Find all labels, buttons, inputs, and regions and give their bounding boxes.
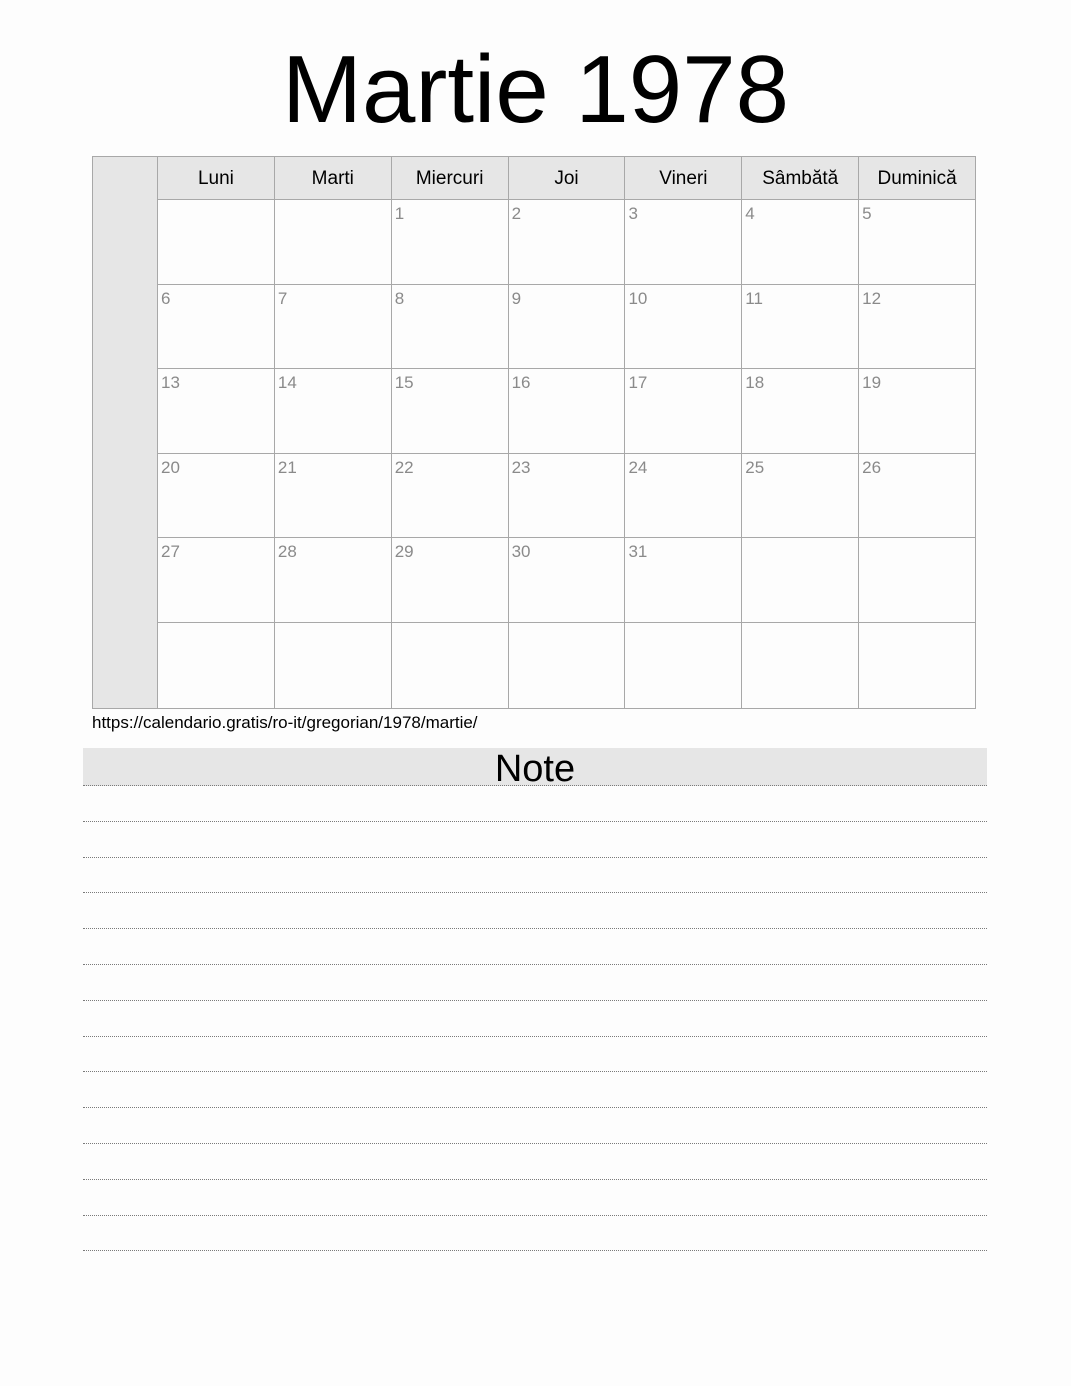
day-cell: 7 bbox=[275, 285, 392, 369]
day-cell: 18 bbox=[742, 369, 859, 453]
note-line bbox=[83, 822, 987, 858]
note-line bbox=[83, 1001, 987, 1037]
note-line bbox=[83, 1037, 987, 1073]
day-cell: 13 bbox=[158, 369, 275, 453]
day-cell: 17 bbox=[625, 369, 742, 453]
day-cell: 4 bbox=[742, 200, 859, 284]
weekday-header: Joi bbox=[509, 157, 626, 199]
note-lines bbox=[83, 786, 987, 1251]
day-cell: 26 bbox=[862, 457, 882, 477]
note-line bbox=[83, 965, 987, 1001]
day-cell: 22 bbox=[392, 454, 509, 538]
day-cell bbox=[859, 623, 975, 708]
note-line bbox=[83, 893, 987, 929]
day-cell: 2 bbox=[509, 200, 626, 284]
notes-section bbox=[83, 748, 987, 1251]
calendar-body bbox=[158, 157, 975, 708]
day-cell: 11 bbox=[742, 285, 859, 369]
note-line bbox=[83, 858, 987, 894]
day-cell: 9 bbox=[509, 285, 626, 369]
week-row bbox=[158, 623, 975, 708]
day-cell: 20 bbox=[158, 454, 275, 538]
day-cell: 3 bbox=[625, 200, 742, 284]
day-cell: 12 bbox=[862, 288, 882, 308]
day-cell bbox=[625, 623, 742, 708]
weekday-header: Sâmbătă bbox=[742, 157, 859, 199]
note-line bbox=[83, 786, 987, 822]
weekday-header: Duminică bbox=[877, 168, 957, 189]
day-cell: 1 bbox=[392, 200, 509, 284]
weekday-header: Marti bbox=[275, 157, 392, 199]
note-line bbox=[83, 1108, 987, 1144]
day-cell: 29 bbox=[392, 538, 509, 622]
weekday-header: Vineri bbox=[625, 157, 742, 199]
note-line bbox=[83, 1072, 987, 1108]
weekday-header: Luni bbox=[158, 157, 275, 199]
day-cell: 5 bbox=[862, 204, 872, 223]
day-cell bbox=[509, 623, 626, 708]
day-cell bbox=[158, 623, 275, 708]
day-cell bbox=[158, 200, 275, 284]
week-number-column bbox=[93, 157, 158, 708]
week-row bbox=[158, 369, 975, 454]
day-cell: 8 bbox=[392, 285, 509, 369]
day-cell bbox=[742, 623, 859, 708]
day-cell: 31 bbox=[625, 538, 742, 622]
week-row bbox=[158, 285, 975, 370]
day-cell: 21 bbox=[275, 454, 392, 538]
day-cell bbox=[859, 538, 975, 622]
day-cell: 25 bbox=[742, 454, 859, 538]
day-cell: 19 bbox=[862, 373, 882, 393]
day-cell bbox=[275, 623, 392, 708]
note-line bbox=[83, 1180, 987, 1216]
day-cell: 15 bbox=[392, 369, 509, 453]
week-row bbox=[158, 538, 975, 623]
day-cell bbox=[392, 623, 509, 708]
day-cell: 6 bbox=[158, 285, 275, 369]
day-cell bbox=[742, 538, 859, 622]
day-cell: 14 bbox=[275, 369, 392, 453]
day-cell bbox=[275, 200, 392, 284]
notes-heading: Note bbox=[83, 748, 987, 786]
day-cell: 24 bbox=[625, 454, 742, 538]
day-cell: 23 bbox=[509, 454, 626, 538]
page-title: Martie 1978 bbox=[282, 36, 789, 143]
note-line bbox=[83, 1216, 987, 1252]
day-cell: 28 bbox=[275, 538, 392, 622]
week-row bbox=[158, 454, 975, 539]
day-cell: 27 bbox=[158, 538, 275, 622]
weekday-header-row bbox=[158, 157, 975, 200]
calendar-grid bbox=[92, 156, 976, 709]
note-line bbox=[83, 1144, 987, 1180]
day-cell: 30 bbox=[509, 538, 626, 622]
source-url: https://calendario.gratis/ro-it/gregorian/1978/martie/ bbox=[92, 713, 478, 732]
week-row bbox=[158, 200, 975, 285]
note-line bbox=[83, 929, 987, 965]
weekday-header: Miercuri bbox=[392, 157, 509, 199]
day-cell: 16 bbox=[509, 369, 626, 453]
day-cell: 10 bbox=[625, 285, 742, 369]
